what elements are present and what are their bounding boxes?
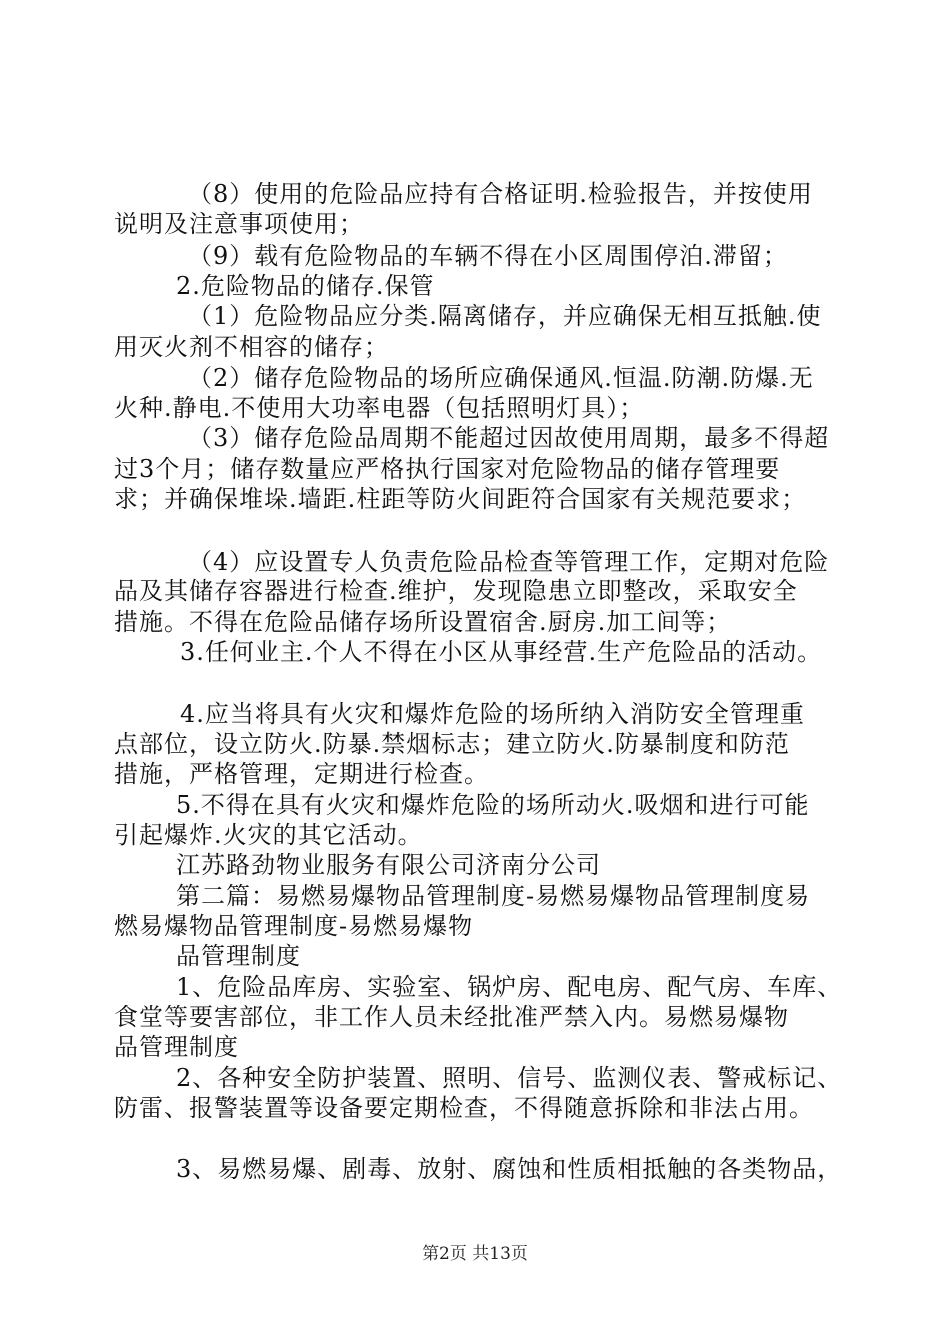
chapter-title: 第二篇：易燃易爆物品管理制度-易燃易爆物品管理制度易 [176,882,811,910]
text-line: 求；并确保堆垛.墙距.柱距等防火间距符合国家有关规范要求； [114,485,807,513]
section-heading: 2.危险物品的储存.保管 [176,272,435,300]
text-line: 用灭火剂不相容的储存； [114,333,389,361]
chapter-title: 燃易爆物品管理制度-易燃易爆物 [114,912,474,940]
text-line: （1）危险物品应分类.隔离储存，并应确保无相互抵触.使 [188,302,822,330]
text-line: （8）使用的危险品应持有合格证明.检验报告，并按使用 [188,180,813,208]
text-line: （2）储存危险物品的场所应确保通风.恒温.防潮.防爆.无 [188,364,814,392]
text-line: 食堂等要害部位，非工作人员未经批准严禁入内。易燃易爆物 [114,1003,789,1031]
text-line: 5.不得在具有火灾和爆炸危险的场所动火.吸烟和进行可能 [176,791,810,819]
text-line: 说明及注意事项使用； [114,210,364,238]
company-name: 江苏路劲物业服务有限公司济南分公司 [176,851,601,879]
text-line: 措施，严格管理，定期进行检查。 [114,760,489,788]
text-line: 防雷、报警装置等设备要定期检查，不得随意拆除和非法占用。 [114,1094,814,1122]
text-line: 火种.静电.不使用大功率电器（包括照明灯具）； [114,394,645,422]
text-line: 品及其储存容器进行检查.维护，发现隐患立即整改，采取安全 [114,577,798,605]
text-line: （4）应设置专人负责危险品检查等管理工作，定期对危险 [188,548,830,576]
text-line: 3、易燃易爆、剧毒、放射、腐蚀和性质相抵触的各类物品， [176,1155,843,1183]
text-line: 1、危险品库房、实验室、锅炉房、配电房、配气房、车库、 [176,973,843,1001]
text-line: 3.任何业主.个人不得在小区从事经营.生产危险品的活动。 [180,638,823,666]
page-number: 第2页 共13页 [422,1244,528,1264]
text-line: 点部位，设立防火.防暴.禁烟标志；建立防火.防暴制度和防范 [114,730,790,758]
text-line: （3）储存危险品周期不能超过因故使用周期，最多不得超 [188,424,830,452]
text-line: 措施。不得在危险品储存场所设置宿舍.厨房.加工间等； [114,608,732,636]
text-line: （9）载有危险物品的车辆不得在小区周围停泊.滞留； [188,242,788,270]
chapter-title: 品管理制度 [176,942,301,970]
text-line: 过3个月；储存数量应严格执行国家对危险物品的储存管理要 [114,455,781,483]
text-line: 品管理制度 [114,1033,239,1061]
text-line: 4.应当将具有火灾和爆炸危险的场所纳入消防安全管理重 [180,700,805,728]
text-line: 引起爆炸.火灾的其它活动。 [114,821,423,849]
text-line: 2、各种安全防护装置、照明、信号、监测仪表、警戒标记、 [176,1064,843,1092]
